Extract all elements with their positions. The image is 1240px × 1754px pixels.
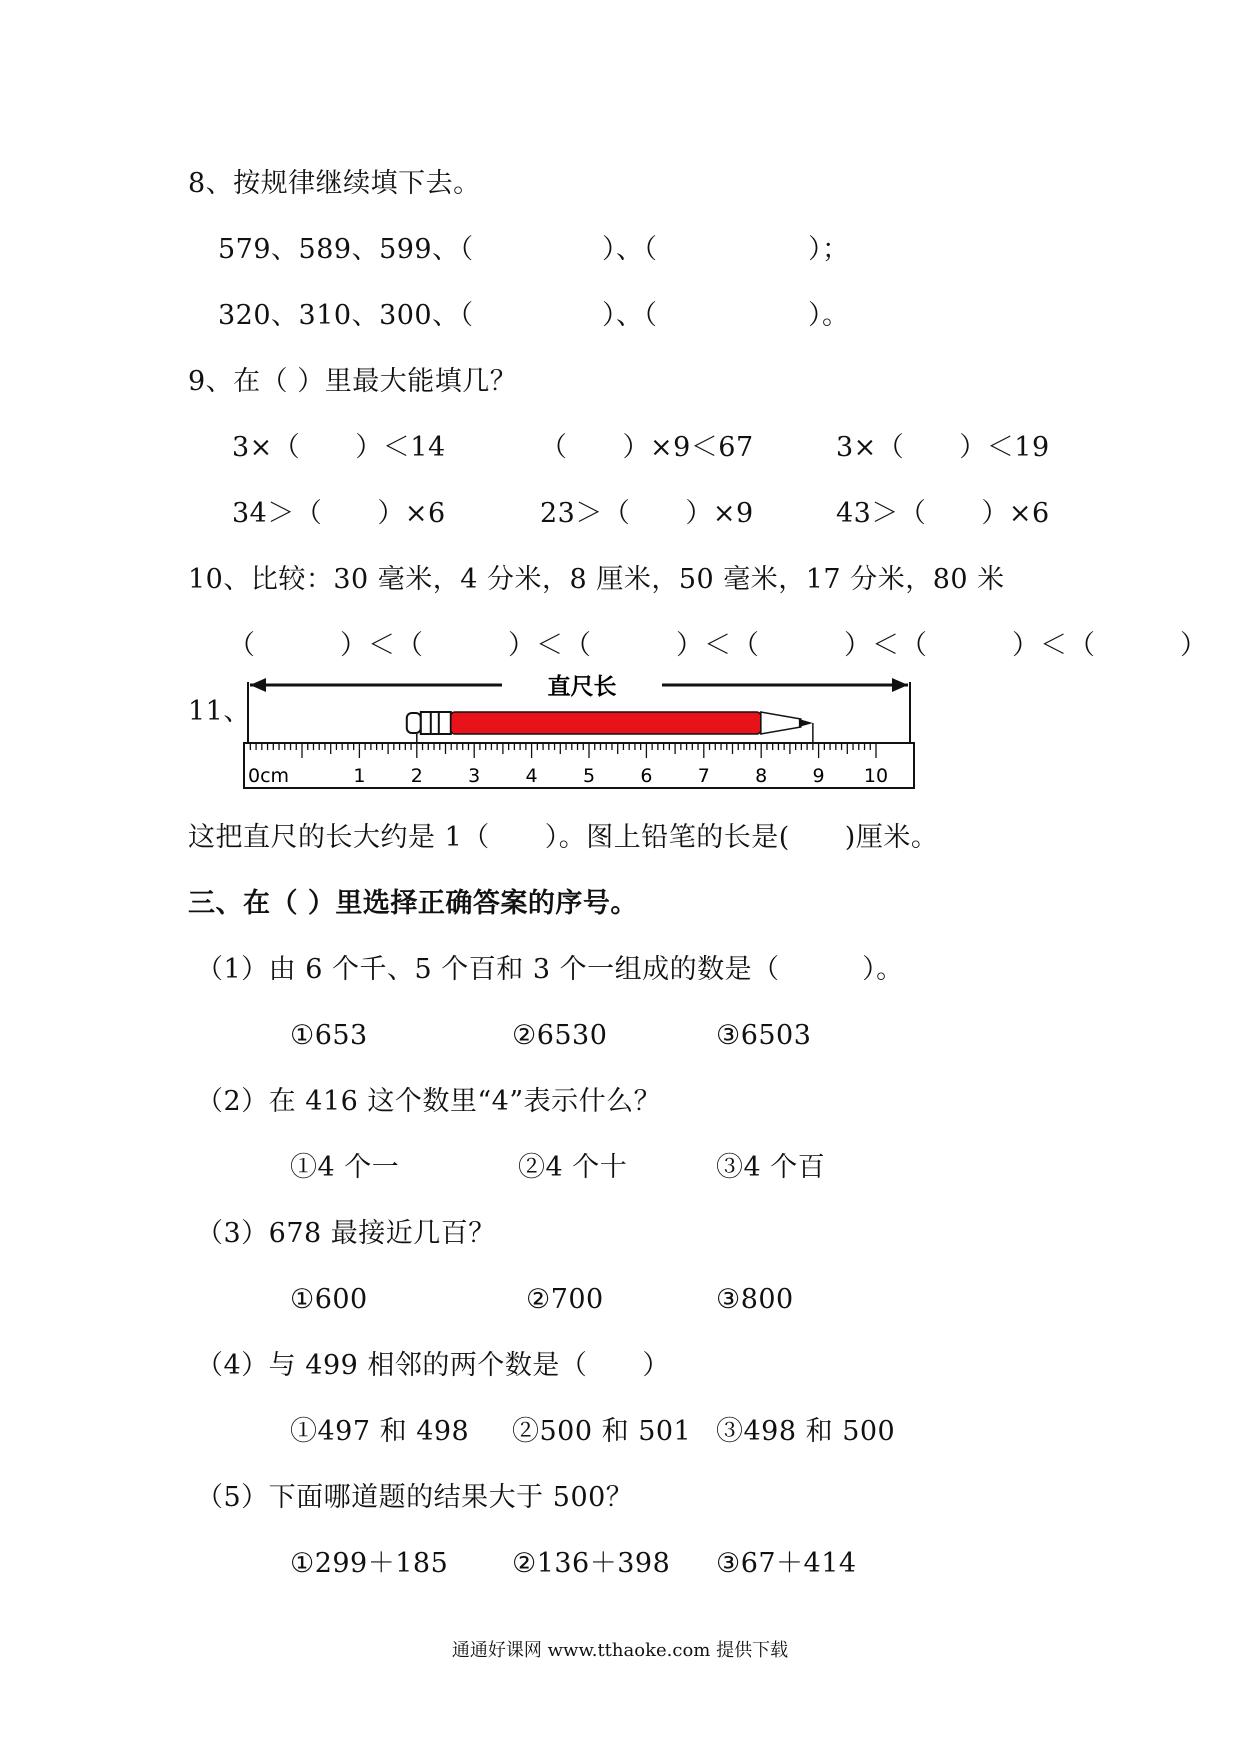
s3-q2-opt2: ②4 个十 <box>518 1152 628 1183</box>
s3-q4-opt1: ①497 和 498 <box>290 1416 470 1447</box>
pencil-wood-tip <box>761 712 801 734</box>
q9-row1-a: 3×（ ）＜14 <box>232 432 446 463</box>
ruler-tick-label: 6 <box>640 765 653 787</box>
q9-row2-a: 34＞（ ）×6 <box>232 498 446 529</box>
q9-row1-c: 3×（ ）＜19 <box>836 432 1050 463</box>
pencil-eraser <box>407 713 421 733</box>
ruler-figure <box>240 672 920 798</box>
s3-q1: （1）由 6 个千、5 个百和 3 个一组成的数是（ ）。 <box>196 954 904 985</box>
s3-q3: （3）678 最接近几百？ <box>196 1218 496 1249</box>
q11-number: 11、 <box>188 696 251 727</box>
s3-q5-opt3: ③67＋414 <box>716 1548 857 1579</box>
ruler-tick-label: 3 <box>468 765 481 787</box>
ruler-tick-label: 10 <box>863 765 889 787</box>
ruler-length-label: 直尺长 <box>547 673 617 700</box>
q9-row2-c: 43＞（ ）×6 <box>836 498 1050 529</box>
q8-title: 8、按规律继续填下去。 <box>188 168 481 199</box>
s3-q4-opt3: ③498 和 500 <box>716 1416 896 1447</box>
s3-q5: （5）下面哪道题的结果大于 500？ <box>196 1482 634 1513</box>
q10-sequence: （ ）＜（ ）＜（ ）＜（ ）＜（ ）＜（ ） <box>228 630 1208 661</box>
pencil-lead <box>799 719 813 727</box>
s3-q3-opt2: ②700 <box>526 1284 604 1315</box>
section3-title: 三、在（ ）里选择正确答案的序号。 <box>188 888 638 919</box>
s3-q4: （4）与 499 相邻的两个数是（ ） <box>196 1350 670 1381</box>
s3-q5-opt1: ①299＋185 <box>290 1548 449 1579</box>
s3-q1-opt3: ③6503 <box>716 1020 812 1051</box>
s3-q3-opt1: ①600 <box>290 1284 368 1315</box>
footer-credit: 通通好课网 www.tthaoke.com 提供下载 <box>451 1640 789 1661</box>
ruler-tick-label: 4 <box>525 765 538 787</box>
ruler-tick-label: 2 <box>410 765 423 787</box>
ruler-diagram <box>240 672 920 794</box>
q8-row2-a: 320、310、300、（ <box>218 300 474 331</box>
q9-row1-b: （ ）×9＜67 <box>540 432 754 463</box>
pencil-ferrule <box>421 712 451 734</box>
ruler-tick-label: 5 <box>582 765 596 787</box>
q8-row1-b: ）、（ <box>602 234 658 265</box>
pencil-body <box>451 712 761 734</box>
s3-q1-opt2: ②6530 <box>512 1020 608 1051</box>
q9-title: 9、在（ ）里最大能填几？ <box>188 366 518 397</box>
arrow-right-head <box>892 678 908 692</box>
q9-row2-b: 23＞（ ）×9 <box>540 498 754 529</box>
s3-q3-opt3: ③800 <box>716 1284 794 1315</box>
s3-q2-opt3: ③4 个百 <box>716 1152 826 1183</box>
ruler-tick-label: 7 <box>697 765 710 787</box>
s3-q2: （2）在 416 这个数里“4”表示什么？ <box>196 1086 662 1117</box>
s3-q2-opt1: ①4 个一 <box>290 1152 400 1183</box>
q10-title: 10、比较：30 毫米，4 分米，8 厘米，50 毫米，17 分米，80 米 <box>188 564 1005 595</box>
ruler-tick-label: 9 <box>812 765 825 787</box>
ruler-tick-label: 1 <box>353 765 366 787</box>
s3-q4-opt2: ②500 和 501 <box>512 1416 692 1447</box>
q11-question: 这把直尺的长大约是 1（ ）。图上铅笔的长是( )厘米。 <box>188 822 939 853</box>
ruler-tick-label: 8 <box>755 765 768 787</box>
q8-row2-b: ）、（ <box>602 300 658 331</box>
ruler-tick-label: 0cm <box>248 765 290 787</box>
q8-row1-a: 579、589、599、（ <box>218 234 474 265</box>
q8-row1-c: ）； <box>808 234 850 265</box>
arrow-left-head <box>250 678 266 692</box>
q8-row2-c: ）。 <box>808 300 850 331</box>
s3-q5-opt2: ②136＋398 <box>512 1548 671 1579</box>
s3-q1-opt1: ①653 <box>290 1020 368 1051</box>
